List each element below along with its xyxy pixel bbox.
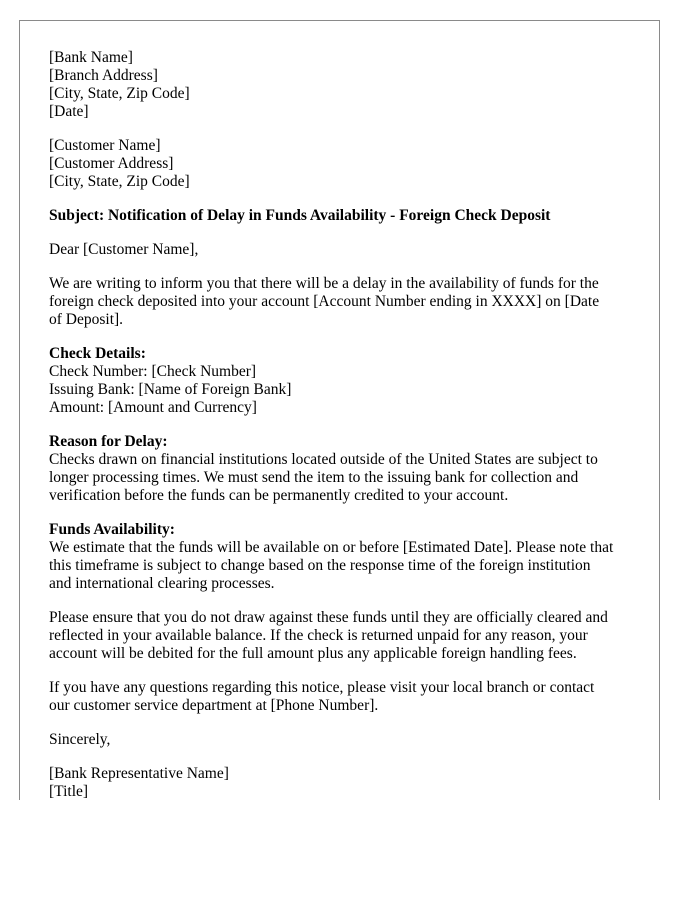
check-details-section (49, 345, 639, 417)
customer-address-block (49, 137, 639, 191)
customer-city-state-zip: [City, State, Zip Code] (49, 173, 190, 190)
caution-paragraph (49, 609, 639, 663)
letter-page (19, 20, 660, 800)
bank-address-block (49, 49, 639, 121)
intro-line: of Deposit]. (49, 311, 124, 328)
check-amount: Amount: [Amount and Currency] (49, 399, 257, 416)
caution-line: reflected in your available balance. If the check is returned unpaid for any reason, your (49, 627, 588, 644)
availability-line: this timeframe is subject to change based on the response time of the foreign institution (49, 557, 591, 574)
customer-name: [Customer Name] (49, 137, 161, 154)
bank-name: [Bank Name] (49, 49, 133, 66)
questions-paragraph (49, 679, 639, 715)
check-number: Check Number: [Check Number] (49, 363, 257, 380)
caution-line: Please ensure that you do not draw against these funds until they are officially cleared and (49, 609, 608, 626)
reason-line: longer processing times. We must send the item to the issuing bank for collection and (49, 469, 579, 486)
availability-section (49, 521, 639, 593)
letter-content (49, 49, 639, 800)
closing: Sincerely, (49, 731, 111, 748)
letter-date: [Date] (49, 103, 89, 120)
bank-city-state-zip: [City, State, Zip Code] (49, 85, 190, 102)
check-details-heading: Check Details: (49, 345, 146, 362)
salutation: Dear [Customer Name], (49, 241, 199, 258)
signature-block (49, 765, 639, 800)
questions-line: our customer service department at [Phone Number]. (49, 697, 379, 714)
questions-line: If you have any questions regarding this notice, please visit your local branch or contact (49, 679, 595, 696)
reason-line: Checks drawn on financial institutions located outside of the United States are subject to (49, 451, 598, 468)
reason-line: verification before the funds can be permanently credited to your account. (49, 487, 509, 504)
intro-line: We are writing to inform you that there will be a delay in the availability of funds for the (49, 275, 599, 292)
caution-line: account will be debited for the full amount plus any applicable foreign handling fees. (49, 645, 577, 662)
customer-address: [Customer Address] (49, 155, 174, 172)
subject-block (49, 207, 639, 225)
availability-heading: Funds Availability: (49, 521, 175, 538)
intro-line: foreign check deposited into your account [Account Number ending in XXXX] on [Date (49, 293, 600, 310)
salutation-block (49, 241, 639, 259)
subject-line: Subject: Notification of Delay in Funds Availability - Foreign Check Deposit (49, 207, 551, 224)
intro-paragraph (49, 275, 639, 329)
signature-title: [Title] (49, 783, 89, 800)
branch-address: [Branch Address] (49, 67, 158, 84)
availability-line: and international clearing processes. (49, 575, 275, 592)
signature-name: [Bank Representative Name] (49, 765, 229, 782)
reason-heading: Reason for Delay: (49, 433, 168, 450)
reason-section (49, 433, 639, 505)
closing-block (49, 731, 639, 749)
issuing-bank: Issuing Bank: [Name of Foreign Bank] (49, 381, 292, 398)
availability-line: We estimate that the funds will be available on or before [Estimated Date]. Please note that (49, 539, 614, 556)
